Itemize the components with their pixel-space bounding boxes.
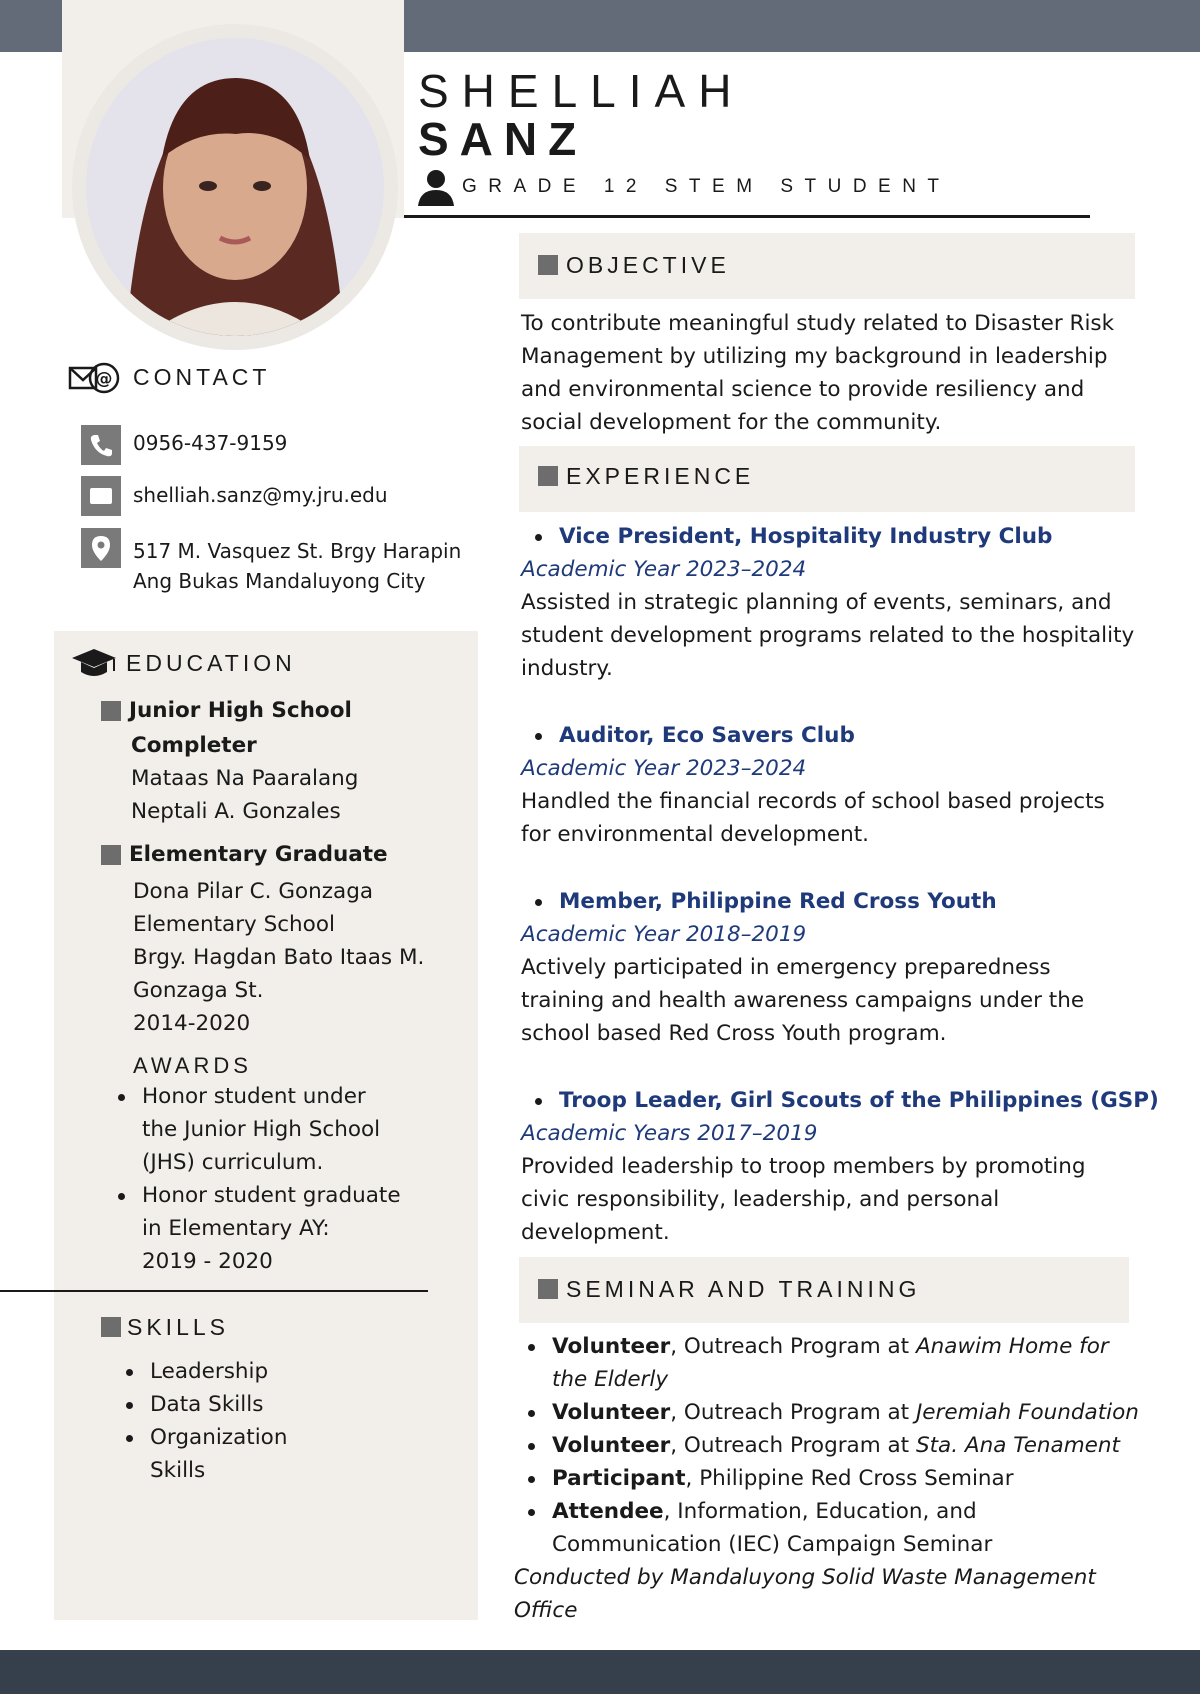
education-school-line: Elementary School: [133, 912, 335, 937]
awards-heading: AWARDS: [133, 1053, 252, 1078]
education-title-cont: Completer: [131, 733, 257, 758]
education-years: 2014-2020: [133, 1011, 251, 1036]
experience-year: Academic Year 2018–2019: [521, 922, 807, 947]
last-name: SANZ: [418, 113, 588, 165]
bottom-bar: [0, 1650, 1200, 1694]
education-title: Junior High School: [129, 698, 352, 723]
experience-item: Auditor, Eco Savers Club Academic Year 2023–2024 Handled the financial records of school based projects for environmental development.: [521, 719, 1161, 851]
bullet-square: [538, 1279, 558, 1299]
awards-list: [118, 1080, 438, 1278]
education-school-line: Dona Pilar C. Gonzaga: [133, 879, 374, 904]
email-icon: [81, 476, 121, 516]
profile-photo: [86, 38, 384, 336]
bullet-square: [101, 845, 121, 865]
award-item: Honor student graduate in Elementary AY: 2019 - 2020: [118, 1179, 438, 1278]
experience-title: Vice President, Hospitality Industry Club: [535, 520, 1161, 553]
seminar-item: Volunteer, Outreach Program at Jeremiah Foundation: [528, 1396, 1168, 1429]
objective-heading: OBJECTIVE: [538, 252, 730, 279]
skill-item: Leadership: [126, 1355, 426, 1388]
objective-text: To contribute meaningful study related to Disaster Risk Management by utilizing my background in leadership and environmental science to provide resiliency and social development for the community.: [521, 311, 1115, 435]
bullet-square: [101, 1317, 121, 1337]
education-item-junior-high: [101, 694, 358, 828]
seminar-item: Volunteer, Outreach Program at Sta. Ana Tenament: [528, 1429, 1168, 1462]
education-school-line: Brgy. Hagdan Bato Itaas M.: [133, 945, 425, 970]
experience-year: Academic Year 2023–2024: [521, 756, 807, 781]
phone-icon: [81, 425, 121, 465]
experience-title: Auditor, Eco Savers Club: [535, 719, 1161, 752]
email-address: shelliah.sanz@my.jru.edu: [133, 483, 388, 507]
seminar-list: [528, 1330, 1168, 1561]
address-line-1: 517 M. Vasquez St. Brgy Harapin: [133, 539, 462, 563]
skills-list: [126, 1355, 426, 1487]
svg-text:@: @: [95, 369, 113, 389]
experience-title: Member, Philippine Red Cross Youth: [535, 885, 1161, 918]
bullet-square: [101, 701, 121, 721]
seminar-item: Attendee, Information, Education, and Communication (IEC) Campaign Seminar: [528, 1495, 1168, 1561]
person-icon: [416, 168, 456, 206]
education-school-line: Neptali A. Gonzales: [131, 799, 341, 824]
seminar-note: Conducted by Mandaluyong Solid Waste Management Office: [514, 1565, 1096, 1623]
seminar-item: Participant, Philippine Red Cross Seminar: [528, 1462, 1168, 1495]
experience-year: Academic Year 2023–2024: [521, 557, 807, 582]
phone-number: 0956-437-9159: [133, 431, 288, 455]
experience-item: Member, Philippine Red Cross Youth Academic Year 2018–2019 Actively participated in emergency preparedness training and health awareness campaigns under the school based Red Cross Youth program.: [521, 885, 1161, 1050]
experience-heading: EXPERIENCE: [538, 463, 754, 490]
address-line-2: Ang Bukas Mandaluyong City: [133, 569, 426, 593]
award-item: Honor student under the Junior High School (JHS) curriculum.: [118, 1080, 438, 1179]
section-divider: [0, 1290, 428, 1292]
first-name: SHELLIAH: [418, 65, 745, 117]
experience-item: Troop Leader, Girl Scouts of the Philippines (GSP) Academic Years 2017–2019 Provided leadership to troop members by promoting civic responsibility, leadership, and personal development.: [521, 1084, 1161, 1249]
experience-item: Vice President, Hospitality Industry Club Academic Year 2023–2024 Assisted in strategic planning of events, seminars, and student development programs related to the hospitality industry.: [521, 520, 1161, 685]
skills-heading: SKILLS: [101, 1314, 229, 1341]
bullet-square: [538, 466, 558, 486]
job-title: GRADE 12 STEM STUDENT: [462, 176, 951, 197]
location-icon: [81, 528, 121, 568]
experience-title: Troop Leader, Girl Scouts of the Philippines (GSP): [535, 1084, 1161, 1117]
header-divider: [404, 215, 1090, 218]
bullet-square: [538, 255, 558, 275]
contact-heading: CONTACT: [133, 364, 271, 390]
education-title: Elementary Graduate: [129, 842, 388, 867]
education-item-elementary: [101, 838, 424, 1040]
graduation-cap-icon: [70, 646, 118, 682]
seminar-heading: SEMINAR AND TRAINING: [538, 1276, 920, 1303]
education-school-line: Gonzaga St.: [133, 978, 264, 1003]
skill-item: Data Skills: [126, 1388, 426, 1421]
education-heading: EDUCATION: [126, 650, 296, 676]
contact-icon: [68, 360, 122, 400]
skill-item: Organization Skills: [126, 1421, 426, 1487]
experience-year: Academic Years 2017–2019: [521, 1121, 818, 1146]
education-school-line: Mataas Na Paaralang: [131, 766, 359, 791]
seminar-item: Volunteer, Outreach Program at Anawim Home for the Elderly: [528, 1330, 1168, 1396]
